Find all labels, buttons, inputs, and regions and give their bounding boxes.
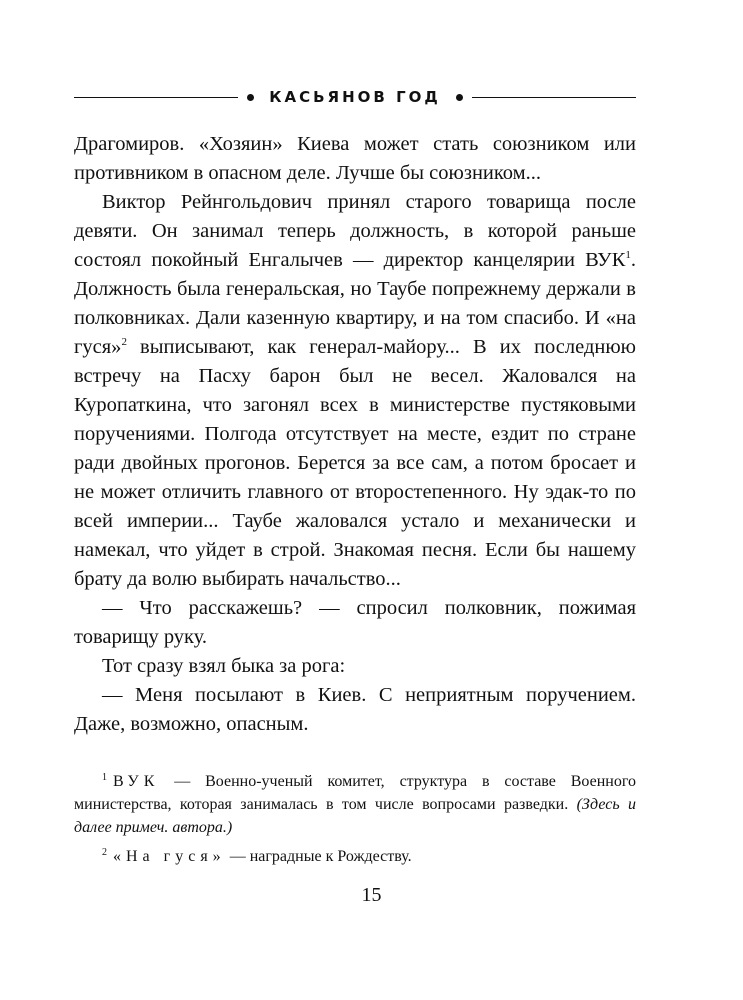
paragraph (74, 188, 636, 594)
bullet-icon (456, 94, 463, 101)
footnote-ref: 2 (121, 336, 127, 348)
footnote-text: — Военно-ученый комитет, структура в составе Военного министерства, которая занималась в том числе вопросами разведки. (74, 773, 636, 813)
footnotes (74, 770, 636, 874)
footnote-ref: 1 (625, 249, 631, 261)
footnote-note: (Здесь и далее примеч. автора.) (74, 796, 636, 836)
text-span: выписывают, как генерал-майору... В их последнюю встречу на Пасху барон был не весел. Жаловался на Куропаткина, что загонял всех в министерстве пустяковыми поручениями. Полгода отсутствует на месте, ездит по стране ради двойных прогонов. Берется за все сам, а потом бросает и не может отличить главного от второстепенного. Ну эдак-то по всей империи... Таубе жаловался устало и механически и намекал, что уйдет в строй. Знакомая песня. Если бы нашему брату да волю выбирать начальство... (74, 336, 636, 590)
page-number: 15 (361, 884, 382, 906)
running-title: КАСЬЯНОВ ГОД (269, 88, 441, 106)
footnote-term: ВУК (113, 773, 160, 790)
text-span: Виктор Рейнгольдович принял старого товарища после девяти. Он занимал теперь должность, в которой раньше состоял покойный Енгалычев — директор канцелярии ВУК (74, 191, 636, 271)
footnote (74, 845, 636, 868)
footnote-term: «На гуся» (113, 848, 226, 865)
bullet-icon (247, 94, 254, 101)
running-header (74, 86, 636, 108)
paragraph: — Меня посылают в Киев. С неприятным поручением. Даже, возможно, опасным. (74, 684, 636, 735)
header-rule-right (472, 97, 636, 98)
paragraph: — Что расскажешь? — спросил полковник, пожимая товарищу руку. (74, 597, 636, 648)
text-span: . Должность была генеральская, но Таубе попрежнему держали в полковниках. Дали казенную квартиру, и на том спасибо. И «на гуся» (74, 249, 636, 358)
paragraph: Тот сразу взял быка за рога: (102, 655, 346, 677)
header-rule-left (74, 97, 238, 98)
footnote (74, 770, 636, 839)
main-text (74, 130, 636, 739)
footnote-text: — наградные к Рождеству. (225, 848, 412, 865)
footnote-mark: 2 (102, 847, 107, 858)
footnote-mark: 1 (102, 772, 107, 783)
paragraph: Драгомиров. «Хозяин» Киева может стать союзником или противником в опасном деле. Лучше бы союзником... (74, 133, 636, 184)
